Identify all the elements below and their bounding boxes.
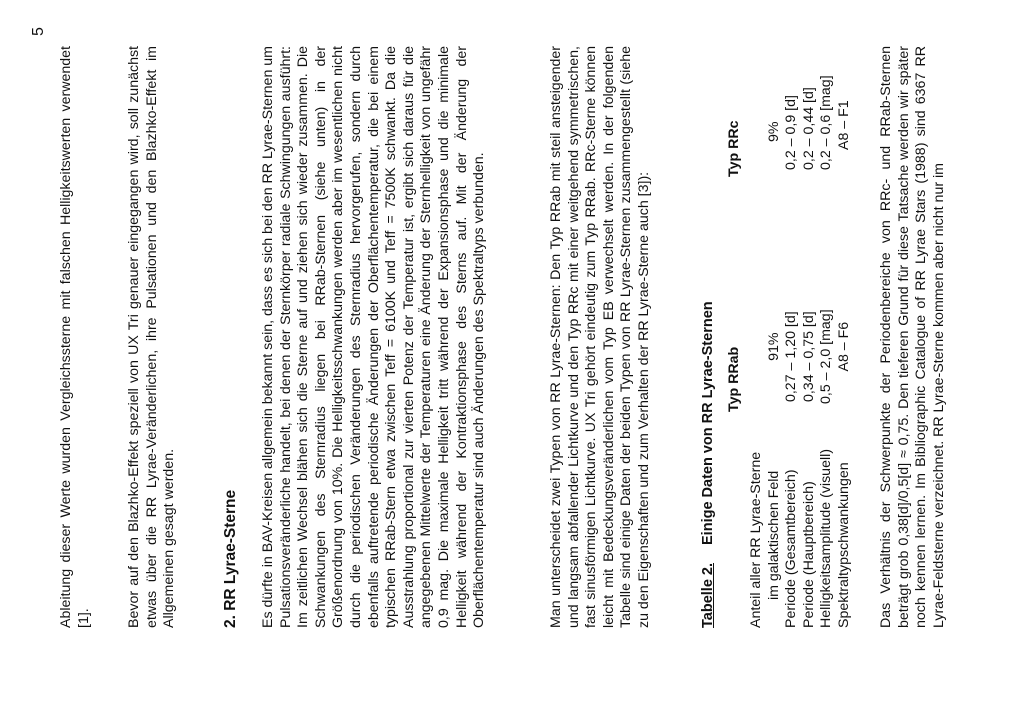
page-number: 5 xyxy=(30,27,47,36)
table-cell xyxy=(748,75,766,170)
types-paragraph: Man unterscheidet zwei Typen von RR Lyrae-Sternen: Den Typ RRab mit steil ansteigender und langsam abfallender Lichtkurve und den Typ RRc mit einer weitgehend symmetrischen, fast sinusförmigen Lichtkurve. UX Tri gehört eindeutig zum Typ RRab. RRc-Sterne können leicht mit Bedeckungsveränderlichen vom Typ EB verwechselt werden. In der folgenden Tabelle sind einige Daten der beiden Typen von RR Lyrae-Sternen zusammengestellt (siehe zu den Eigenschaften und zum Verhalten der RR Lyrae-Sterne auch [3]): xyxy=(548,46,652,628)
table-cell: 9% xyxy=(765,121,782,142)
table-col-header-rrc: Typ RRc xyxy=(726,120,742,177)
table-cell: A8 – F6 xyxy=(835,321,852,372)
table-row-label: Helligkeitsamplitude (visuell) xyxy=(818,449,835,628)
table-caption xyxy=(700,46,718,628)
table-col-header-rrab: Typ RRab xyxy=(726,346,742,412)
table-cell: 0,2 – 0,44 [d] xyxy=(800,87,817,170)
table-rrc-column xyxy=(748,75,854,170)
table-cell: 91% xyxy=(765,332,782,361)
table-row-label: Anteil aller RR Lyrae-Sterne xyxy=(748,451,764,628)
table-rrab-column xyxy=(748,309,854,404)
table-label: Tabelle 2. xyxy=(700,562,716,628)
table-cell: 0,2 – 0,6 [mag] xyxy=(818,75,835,170)
intro-paragraph: Ableitung dieser Werte wurden Vergleichssterne mit falschen Helligkeitswerten verwendet [1]. xyxy=(58,46,92,628)
table-row-label: Periode (Gesamtbereich) xyxy=(783,469,800,628)
section-paragraph: Es dürfte in BAV-Kreisen allgemein bekannt sein, dass es sich bei den RR Lyrae-Sternen um Pulsationsveränderliche handelt, bei denen der Sternkörper radiale Schwingungen ausführt: Im zeitlichen Wechsel blähen sich die Sterne auf und ziehen sich wieder zusammen. Die Schwankungen des Sternradius liegen bei RRab-Sternen (siehe unten) in der Größenordnung von 10%. Die Helligkeitsschwankungen werden aber im wesentlichen nicht durch die periodischen Veränderungen des Sternradius hervorgerufen, sondern durch ebenfalls auftretende periodische Änderungen der Oberflächentemperatur, die bei einem typischen RRab-Stern etwa zwischen Teff = 6100K und Teff = 7500K schwankt. Da die Ausstrahlung proportional zur vierten Potenz der Temperatur ist, ergibt sich daraus für die angegebenen Mittelwerte der Temperaturen eine Änderung der Sternhelligkeit von ungefähr 0,9 mag. Die maximale Helligkeit tritt während der Expansionsphase und die minimale Helligkeit während der Kontraktionsphase des Sterns auf. Mit der Änderung der Oberflächentemperatur sind auch Änderungen des Spektraltyps verbunden. xyxy=(260,46,488,628)
table-cell: 0,5 – 2,0 [mag] xyxy=(818,309,835,404)
table-row-label: im galaktischen Feld xyxy=(765,470,782,600)
blazhko-paragraph: Bevor auf den Blazhko-Effekt speziell von UX Tri genauer eingegangen wird, soll zunächst etwas über die RR Lyrae-Veränderlichen, ihre Pulsationen und den Blazhko-Effekt im Allgemeinen gesagt werden. xyxy=(126,46,178,628)
table-label-column xyxy=(748,449,854,628)
table-cell: 0,34 – 0,75 [d] xyxy=(800,311,817,403)
table-title: Einige Daten von RR Lyrae-Sternen xyxy=(700,301,716,545)
section-heading: 2. RR Lyrae-Sterne xyxy=(222,489,239,628)
table-cell xyxy=(748,309,766,404)
table-row-label: Spektraltypschwankungen xyxy=(835,462,852,628)
table-cell: 0,2 – 0,9 [d] xyxy=(783,95,800,170)
final-paragraph: Das Verhältnis der Schwerpunkte der Periodenbereiche von RRc- und RRab-Sternen beträgt grob 0,38[d]/0,5[d] ≈ 0,75. Den tieferen Grund für diese Tatsache werden wir später noch kennen lernen. Im Bibliographic Catalogue of RR Lyrae Stars (1988) sind 6367 RR Lyrae-Feldsterne verzeichnet. RR Lyrae-Sterne kommen aber nicht nur im xyxy=(878,46,947,628)
table-row-label: Periode (Hauptbereich) xyxy=(800,481,817,628)
table-cell: 0,27 – 1,20 [d] xyxy=(783,311,800,403)
table-cell: A8 – F1 xyxy=(835,100,852,150)
